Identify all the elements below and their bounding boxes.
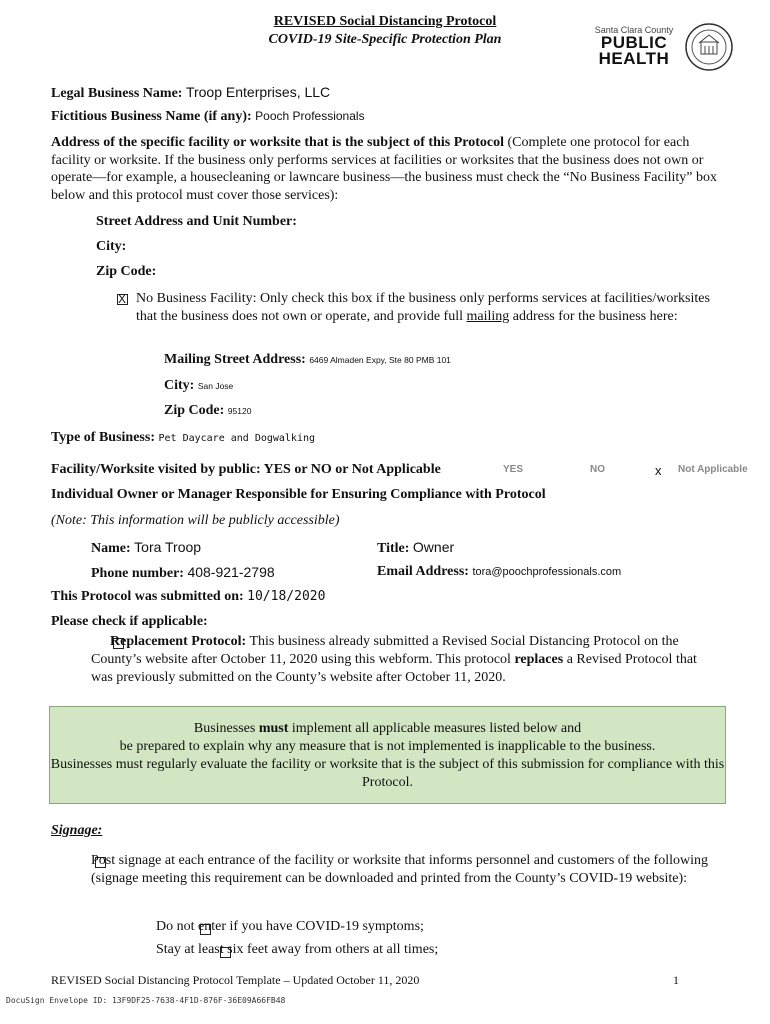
legal-business-name-label: Legal Business Name: [51, 86, 183, 101]
replacement-protocol-text [91, 633, 716, 687]
no-symptoms-text: Do not enter if you have COVID-19 symptoms; [156, 919, 424, 934]
logo-public-text: PUBLIC [600, 33, 668, 52]
docusign-envelope-id: DocuSign Envelope ID: 13F9DF25-7638-4F1D-876F-36E09A66FB48 [6, 996, 286, 1005]
zip-code-label: Zip Code: [96, 264, 157, 279]
visited-no-option[interactable]: NO [590, 464, 605, 475]
visited-by-public-label: Facility/Worksite visited by public: YES or NO or Not Applicable [51, 462, 441, 477]
phone-number-label: Phone number: [91, 566, 184, 581]
compliance-notice-box [49, 706, 726, 804]
public-note: (Note: This information will be publicly accessible) [51, 513, 340, 528]
footer-template-text: REVISED Social Distancing Protocol Template – Updated October 11, 2020 [51, 973, 420, 987]
replaces-word: replaces [514, 652, 564, 667]
no-business-facility-text-b: address for the business here: [509, 308, 678, 324]
notice-line-1a: Businesses [193, 721, 259, 736]
submitted-on-label: This Protocol was submitted on: [51, 589, 244, 604]
mailing-city-label: City: [164, 378, 195, 393]
visited-selection-mark: x [655, 463, 662, 478]
document-title: REVISED Social Distancing Protocol [273, 14, 497, 29]
visited-yes-option[interactable]: YES [503, 464, 524, 475]
fictitious-business-name-value[interactable]: Pooch Professionals [255, 109, 365, 123]
page-number: 1 [673, 973, 679, 987]
email-address-label: Email Address: [377, 564, 469, 579]
owner-title-value[interactable]: Owner [412, 539, 455, 555]
city-label: City: [96, 239, 127, 254]
mailing-underline: mailing [466, 308, 510, 324]
county-seal-icon [684, 22, 734, 72]
owner-title-label: Title: [377, 541, 410, 556]
replacement-text-b: a Revised Protocol that was previously submitted on the County’s website after October 11, 2020. [91, 652, 697, 685]
signage-heading: Signage: [51, 823, 103, 838]
signage-item-text: Post signage at each entrance of the facility or worksite that informs personnel and customers of the following (signage meeting this requirement can be downloaded and printed from the County’s COVID-19 website): [91, 853, 708, 886]
mailing-city-value[interactable]: San Jose [197, 381, 234, 391]
document-subtitle: COVID-19 Site-Specific Protection Plan [268, 32, 502, 47]
no-business-facility-text [136, 290, 726, 325]
mailing-zip-value[interactable]: 95120 [227, 406, 252, 416]
email-address-value[interactable]: tora@poochprofessionals.com [472, 566, 622, 578]
phone-number-value[interactable]: 408-921-2798 [187, 564, 275, 580]
no-business-facility-text-a: No Business Facility: Only check this box if the business only performs services at facilities/worksites that the business does not own or operate, and provide full [136, 291, 710, 324]
fictitious-business-name-label: Fictitious Business Name (if any): [51, 109, 252, 124]
notice-line-2: be prepared to explain why any measure that is not implemented is inapplicable to the business. [119, 739, 656, 754]
owner-name-label: Name: [91, 541, 131, 556]
responsible-person-heading: Individual Owner or Manager Responsible for Ensuring Compliance with Protocol [51, 487, 546, 502]
type-of-business-label: Type of Business: [51, 430, 155, 445]
visited-not-applicable-option[interactable]: Not Applicable [678, 464, 748, 475]
address-instructions-text: (Complete one protocol for each facility or worksite. If the business only performs services at facilities or worksites that the business does not own or operate—for example, a housecleaning or lawncare business—the business must check the “No Business Facility” box below and this protocol must cover those services): [51, 135, 717, 203]
notice-line-3: Businesses must regularly evaluate the facility or worksite that is the subject of this submission for compliance with this Protocol. [50, 757, 725, 790]
mailing-zip-label: Zip Code: [164, 403, 225, 418]
public-health-logo [594, 25, 674, 67]
notice-line-1 [50, 720, 725, 738]
logo-health-text: HEALTH [598, 49, 670, 68]
submitted-on-value[interactable]: 10/18/2020 [247, 589, 326, 604]
logo-county-text: Santa Clara County [594, 25, 674, 35]
replacement-protocol-label: Replacement Protocol: [110, 634, 247, 649]
mailing-street-value[interactable]: 6469 Almaden Expy, Ste 80 PMB 101 [309, 355, 451, 365]
legal-business-name-value[interactable]: Troop Enterprises, LLC [185, 84, 331, 100]
street-address-label: Street Address and Unit Number: [96, 214, 297, 229]
mailing-street-label: Mailing Street Address: [164, 352, 306, 367]
address-instructions [51, 134, 731, 204]
no-business-facility-checkbox[interactable] [117, 294, 128, 305]
owner-name-value[interactable]: Tora Troop [134, 539, 202, 555]
check-applicable-heading: Please check if applicable: [51, 614, 208, 629]
six-feet-text: Stay at least six feet away from others at all times; [156, 942, 439, 957]
address-instructions-heading: Address of the specific facility or worksite that is the subject of this Protocol [51, 135, 504, 150]
replacement-text-a: This business already submitted a Revised Social Distancing Protocol on the County’s website after October 11, 2020 using this webform. This protocol [91, 634, 679, 667]
notice-line-1b: implement all applicable measures listed below and [288, 721, 582, 736]
type-of-business-value[interactable]: Pet Daycare and Dogwalking [158, 433, 316, 444]
notice-must: must [258, 721, 289, 736]
